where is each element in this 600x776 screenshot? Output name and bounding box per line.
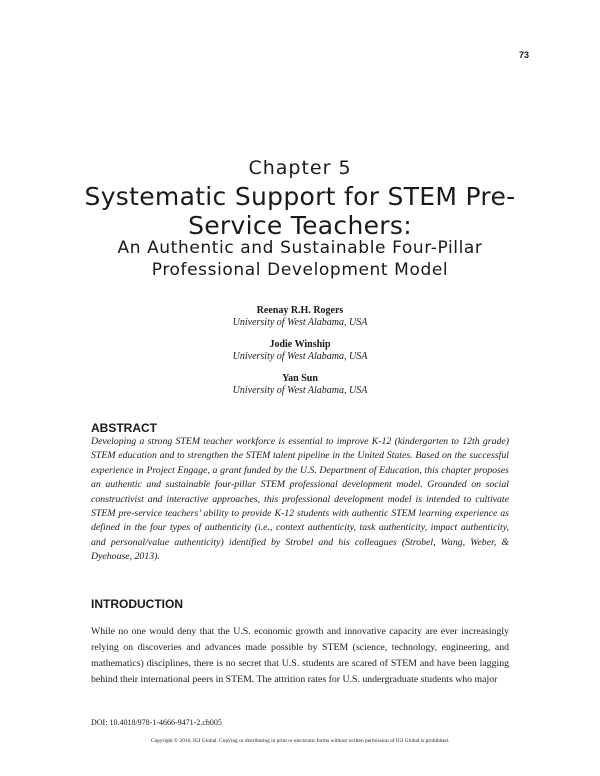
author-affiliation: University of West Alabama, USA: [232, 317, 368, 328]
introduction-text: While no one would deny that the U.S. economic growth and innovative capacity are ever increasingly relying on discoveries and advances made possible by STEM (science, technology, engineering, and mathematics) disciplines, there is no secret that U.S. students are scared of STEM and have been lagging behind their international peers in STEM. The attrition rates for U.S. undergraduate students who major: [91, 626, 509, 685]
doi-line: DOI: 10.4018/978-1-4666-9471-2.ch005: [91, 718, 222, 727]
author-name: Reenay R.H. Rogers: [256, 305, 344, 316]
chapter-subtitle: An Authentic and Sustainable Four-Pillar Professional Development Model: [117, 238, 483, 280]
author-affiliation: University of West Alabama, USA: [232, 385, 368, 396]
abstract-text: Developing a strong STEM teacher workforce is essential to improve K-12 (kindergarten to 12th grade) STEM education and to strengthen the STEM talent pipeline in the United States. Based on the successful experience in Project Engage, a grant funded by the U.S. Department of Education, this chapter proposes an authentic and sustainable four-pillar STEM professional development model. Grounded on social constructivist and interactive approaches, this professional development model is intended to cultivate STEM pre-service teachers’ ability to provide K-12 students with authentic STEM learning experience as defined in the four types of authenticity (i.e., context authenticity, task authenticity, impact authenticity, and personal/value authenticity) identified by Strobel and his colleagues (Strobel, Wang, Weber, & Dyehouse, 2013).: [91, 436, 509, 563]
author-block: [0, 373, 600, 397]
page-number: 73: [518, 50, 529, 60]
author-block: [0, 305, 600, 329]
author-affiliation: University of West Alabama, USA: [232, 351, 368, 362]
introduction-heading: INTRODUCTION: [91, 597, 183, 611]
author-list: [0, 305, 600, 407]
author-block: [0, 339, 600, 363]
abstract-heading: ABSTRACT: [91, 421, 157, 435]
author-name: Jodie Winship: [269, 339, 331, 350]
copyright-notice: Copyright © 2016, IGI Global. Copying or distributing in print or electronic forms without written permission of IGI Global is prohibited.: [150, 738, 450, 744]
author-name: Yan Sun: [282, 373, 318, 384]
chapter-label: Chapter 5: [248, 157, 352, 179]
chapter-title: Systematic Support for STEM Pre-Service Teachers:: [84, 182, 516, 240]
